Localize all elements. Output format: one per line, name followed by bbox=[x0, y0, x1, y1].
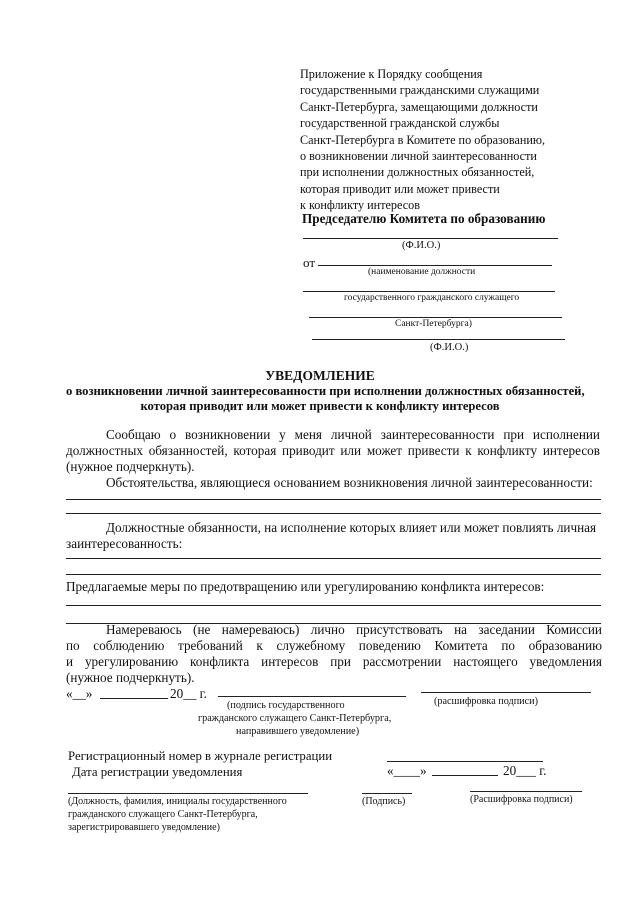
reg-decode-line[interactable] bbox=[470, 791, 582, 792]
reg-caption-3: зарегистрировавшего уведомление) bbox=[68, 822, 220, 833]
reg-number-line[interactable] bbox=[387, 761, 543, 762]
body-p5-line1: Намереваюсь (не намереваюсь) лично присутствовать на заседании Комиссии bbox=[106, 622, 602, 637]
appendix-line: при исполнении должностных обязанностей, bbox=[300, 165, 535, 180]
fio-caption: (Ф.И.О.) bbox=[402, 240, 441, 251]
servant-caption: государственного гражданского служащего bbox=[344, 293, 520, 303]
measures-line-1[interactable] bbox=[66, 605, 601, 606]
sign-caption-1: (подпись государственного bbox=[227, 700, 345, 711]
addressee-title: Председателю Комитета по образованию bbox=[302, 211, 546, 226]
notice-subtitle-1: о возникновении личной заинтересованности при исполнении должностных обязанностей, bbox=[66, 384, 585, 398]
appendix-line: государственной гражданской службы bbox=[300, 116, 500, 131]
notice-title: УВЕДОМЛЕНИЕ bbox=[265, 368, 375, 383]
sign-date-line[interactable] bbox=[100, 698, 168, 699]
appendix-line: Санкт-Петербурга в Комитете по образованию, bbox=[300, 132, 546, 147]
circumstances-line-1[interactable] bbox=[66, 499, 601, 500]
body-p5-line2: по соблюдению требований к служебному поведению Комитета по образованию bbox=[66, 638, 602, 653]
sign-caption-3: направившего уведомление) bbox=[236, 726, 360, 737]
body-p3-line2: заинтересованность: bbox=[66, 536, 183, 551]
appendix-line: к конфликту интересов bbox=[300, 198, 420, 213]
reg-decode-caption: (Расшифровка подписи) bbox=[470, 794, 573, 805]
fio-caption-2: (Ф.И.О.) bbox=[430, 342, 469, 353]
body-p4: Предлагаемые меры по предотвращению или урегулированию конфликта интересов: bbox=[66, 579, 545, 594]
reg-date-label: Дата регистрации уведомления bbox=[72, 765, 243, 779]
body-p1-line3: (нужное подчеркнуть). bbox=[66, 459, 195, 474]
servant-line[interactable] bbox=[303, 291, 555, 292]
spb-caption: Санкт-Петербурга) bbox=[395, 319, 472, 329]
reg-caption-2: гражданского служащего Санкт-Петербурга, bbox=[68, 809, 258, 820]
reg-date-open: «____» bbox=[387, 763, 427, 778]
appendix-note bbox=[300, 66, 545, 214]
decode-caption: (расшифровка подписи) bbox=[434, 696, 538, 707]
appendix-line: Приложение к Порядку сообщения bbox=[300, 67, 483, 81]
body-p2: Обстоятельства, являющиеся основанием возникновения личной заинтересованности: bbox=[106, 475, 593, 490]
fio-line-2[interactable] bbox=[312, 339, 565, 340]
duties-line-2[interactable] bbox=[66, 574, 601, 575]
reg-date-line[interactable] bbox=[432, 775, 498, 776]
from-label: от bbox=[303, 255, 316, 270]
decode-line[interactable] bbox=[421, 692, 591, 693]
fio-line[interactable] bbox=[303, 238, 558, 239]
sign-date-open: «__» bbox=[66, 686, 93, 701]
sign-date-year: 20__ г. bbox=[170, 686, 207, 701]
sign-caption-2: гражданского служащего Санкт-Петербурга, bbox=[198, 713, 392, 724]
duties-line-1[interactable] bbox=[66, 558, 601, 559]
body-p5-line3: и урегулированию конфликта интересов при рассмотрении настоящего уведомления bbox=[66, 654, 602, 669]
reg-sign-caption: (Подпись) bbox=[362, 796, 406, 807]
body-p3-line1: Должностные обязанности, на исполнение которых влияет или может повлиять личная bbox=[106, 520, 597, 535]
position-caption: (наименование должности bbox=[368, 267, 476, 277]
reg-number-label: Регистрационный номер в журнале регистрации bbox=[68, 749, 333, 763]
body-p1-line1: Сообщаю о возникновении у меня личной заинтересованности при исполнении bbox=[106, 427, 600, 442]
position-line[interactable] bbox=[318, 265, 552, 266]
reg-sign-line[interactable] bbox=[362, 793, 412, 794]
circumstances-line-2[interactable] bbox=[66, 513, 601, 514]
reg-date-year: 20___ г. bbox=[503, 763, 547, 778]
reg-officer-line[interactable] bbox=[68, 793, 308, 794]
body-p5-line4: (нужное подчеркнуть). bbox=[66, 670, 195, 685]
appendix-line: о возникновении личной заинтересованности bbox=[300, 149, 537, 164]
body-p1-line2: должностных обязанностей, которая приводит или может привести к конфликту интересов bbox=[66, 443, 600, 458]
appendix-line: государственными гражданскими служащими bbox=[300, 83, 540, 98]
notice-subtitle-2: которая приводит или может привести к конфликту интересов bbox=[140, 399, 500, 413]
sign-line[interactable] bbox=[218, 696, 406, 697]
appendix-line: Санкт-Петербурга, замещающими должности bbox=[300, 99, 538, 114]
spb-line[interactable] bbox=[309, 317, 562, 318]
reg-caption-1: (Должность, фамилия, инициалы государственного bbox=[68, 796, 287, 807]
appendix-line: которая приводит или может привести bbox=[300, 181, 500, 196]
